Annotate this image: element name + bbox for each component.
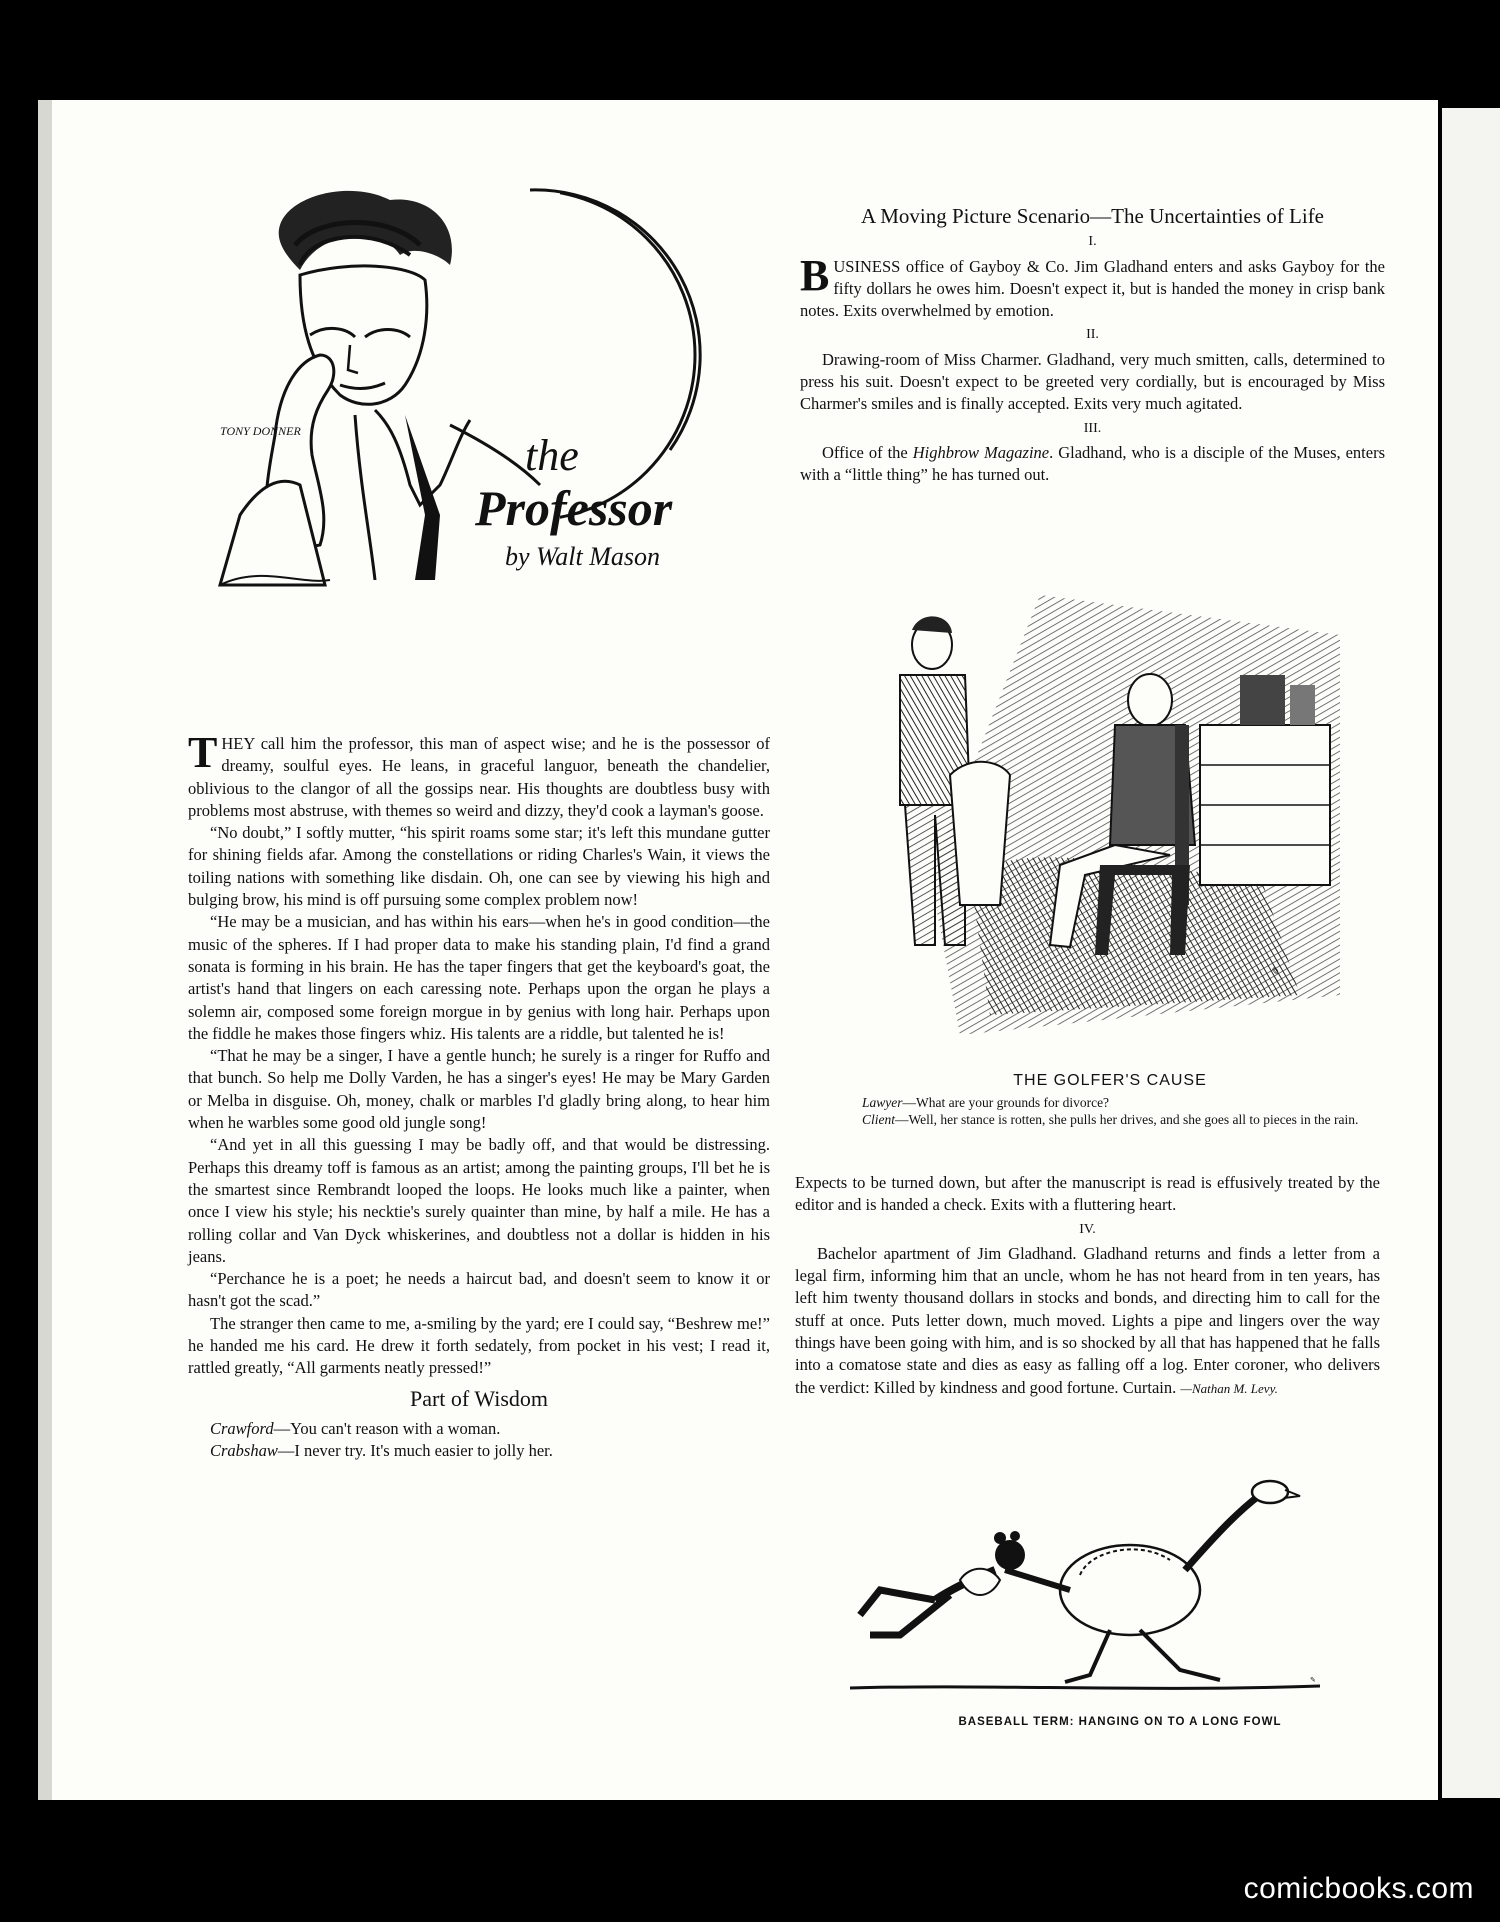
artist-signature: TONY DONNER (220, 424, 301, 438)
scene-2-text: Drawing-room of Miss Charmer. Gladhand, very much smitten, calls, determined to press his suit. Doesn't expect to be greeted very cordially, but is encouraged by Miss Charmer's smiles and is finally accepted. Exits very much agitated. (800, 349, 1385, 414)
professor-article (188, 728, 770, 1463)
professor-paragraph: “No doubt,” I softly mutter, “his spirit roams some star; it's left this mundane gutter for shining fields afar. Among the constellations or riding Charles's Wain, it views the toiling nations with something like disdain. Oh, one can see by viewing his high and bulging brow, his mind is off pursuing some complex problem now! (188, 823, 770, 910)
scene-3-continuation: Expects to be turned down, but after the manuscript is read is effusively treated by the editor and is handed a check. Exits with a fluttering heart. (795, 1173, 1380, 1215)
wisdom-line-2: Crabshaw—I never try. It's much easier to jolly her. (210, 1441, 553, 1461)
client-line: Client—Well, her stance is rotten, she pulls her drives, and she goes all to pieces in the rain. (862, 1112, 1359, 1127)
professor-portrait-illustration (200, 185, 760, 710)
scene-1-number: I. (1088, 234, 1097, 250)
scene-2-number: II. (1086, 327, 1099, 343)
page-gutter-shadow (38, 100, 52, 1800)
wisdom-line-1: Crawford—You can't reason with a woman. (210, 1418, 501, 1438)
scenario-title: A Moving Picture Scenario—The Uncertainties of Life (860, 204, 1325, 228)
professor-paragraph: The stranger then came to me, a-smiling by the yard; ere I could say, “Beshrew me!” he handed me his card. He drew it forth sedately, from pocket in his vest; I read it, rattled greatly, “All garments neatly pressed!” (188, 1313, 770, 1378)
svg-text:✎: ✎ (1310, 1677, 1316, 1684)
lawyer-line: Lawyer—What are your grounds for divorce? (862, 1095, 1110, 1110)
scene-3-number: III. (1083, 420, 1102, 436)
golfer-caption-title: THE GOLFER'S CAUSE (1013, 1072, 1207, 1089)
professor-paragraph: “That he may be a singer, I have a gentle hunch; he surely is a ringer for Ruffo and that bunch. So help me Dolly Varden, he has a singer's eyes! He may be Mary Garden or Melba in disguise. Oh, money, chalk or marbles I'd gladly bring along, to hear him when he warbles some good old jungle song! (188, 1046, 770, 1133)
golfer-caption (840, 1072, 1380, 1128)
baseball-cartoon-caption: BASEBALL TERM: HANGING ON TO A LONG FOWL (958, 1716, 1282, 1728)
svg-text:✎: ✎ (1270, 966, 1280, 978)
baseball-ostrich-cartoon (840, 1470, 1400, 1705)
professor-first-paragraph: THEY call him the professor, this man of aspect wise; and he is the possessor of dreamy, soulful eyes. He leans, in graceful languor, beneath the chandelier, oblivious to the clangor of all the gossips near. His thoughts are doubtless busy with problems most abstruse, with themes so weird and dizzy, they'd cook a layman's goose. (188, 728, 770, 820)
professor-paragraph: “He may be a musician, and has within his ears—when he's in good condition—the music of the spheres. If I had proper data to make his standing plain, I'd find a grand sonata is forming in his brain. He has the taper fingers that get the keyboard's goat, the artist's hand that lingers on each caressing note. Perhaps upon the organ he plays a solemn air, composed some foreign morgue in by genius with long hair. Perhaps upon the fiddle he makes those fingers whiz. His talents are a riddle, but talented he is! (188, 912, 770, 1043)
scenario-author: —Nathan M. Levy. (1180, 1380, 1278, 1396)
adjacent-page-edge (1442, 108, 1500, 1798)
drop-cap-t: T (188, 728, 218, 777)
professor-paragraph: “And yet in all this guessing I may be badly off, and that would be distressing. Perhaps this dreamy toff is famous as an artist; among the painting groups, I'll bet he is the smartest since Rembrandt looped the loops. He looks much like a painter, when once I view his style; his necktie's surely quainter than mine, by half a mile. He has a rolling collar and Van Dyck whiskerines, and doubtless not a dollar is hidden in his jeans. (188, 1135, 770, 1266)
professor-title: Professor (475, 480, 673, 536)
scene-1-text: BUSINESS office of Gayboy & Co. Jim Gladhand enters and asks Gayboy for the fifty dollars he owes him. Doesn't expect it, but is handed the money in crisp bank notes. Exits overwhelmed by emotion. (800, 250, 1385, 321)
professor-title-the: the (525, 431, 579, 480)
professor-byline: by Walt Mason (505, 542, 661, 571)
golfer-cause-illustration (840, 575, 1360, 1055)
professor-paragraph: “Perchance he is a poet; he needs a haircut bad, and doesn't seem to know it or hasn't got the scad.” (188, 1269, 770, 1311)
scene-4-text: Bachelor apartment of Jim Gladhand. Gladhand returns and finds a letter from a legal firm, informing him that an uncle, whom he has not heard from in ten years, has left him twenty thousand dollars in stocks and bonds, and directing him to call for the stuff at once. Puts letter down, much moved. Lights a pipe and lingers over the way things have been going with him, and is so shocked by all that has happened that he falls into a comatose state and dies as easy as falling off a log. Enter coroner, who delivers the verdict: Killed by kindness and good fortune. Curtain. —Nathan M. Levy. (795, 1243, 1380, 1397)
scenario-article-top (800, 205, 1385, 487)
site-watermark: comicbooks.com (1243, 1872, 1474, 1905)
scene-3-text: Office of the Highbrow Magazine. Gladhand, who is a disciple of the Muses, enters with a “little thing” he has turned out. (800, 442, 1385, 485)
scene-4-number: IV. (1079, 1221, 1096, 1237)
wisdom-title: Part of Wisdom (409, 1385, 549, 1411)
scenario-article-bottom (795, 1172, 1380, 1400)
